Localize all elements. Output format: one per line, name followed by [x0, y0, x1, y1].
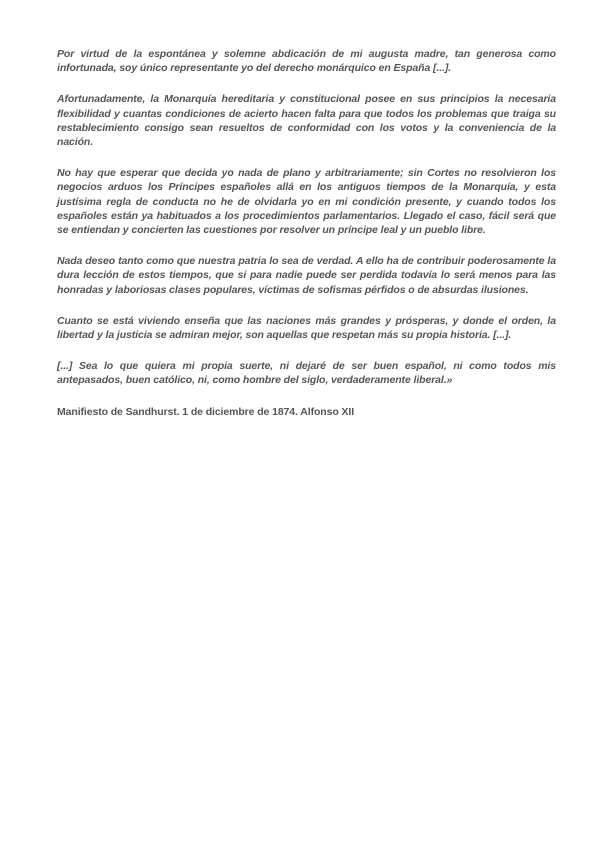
- paragraph-closing: [...] Sea lo que quiera mi propia suerte, ni dejaré de ser buen español, ni como todos mis antepasados, buen católico, ni, como hombre del siglo, verdaderamente liberal.»: [57, 360, 556, 387]
- paragraph-abdication: Por virtud de la espontánea y solemne abdicación de mi augusta madre, tan generosa como infortunada, soy único representante yo del derecho monárquico en España [...].: [57, 48, 556, 75]
- document-body: [57, 47, 556, 419]
- paragraph-patria: Nada deseo tanto como que nuestra patria lo sea de verdad. A ello ha de contribuir poderosamente la dura lección de estos tiempos, que si para nadie puede ser perdida todavía lo será menos para las honradas y laboriosas clases populares, víctimas de sofismas pérfidos o de absurdas ilusiones.: [57, 255, 556, 296]
- paragraph-history: Cuanto se está viviendo enseña que las naciones más grandes y prósperas, y donde el orden, la libertad y la justicia se admiran mejor, son aquellas que respetan más su propia historia. [...].: [57, 314, 556, 342]
- paragraph-cortes: No hay que esperar que decida yo nada de plano y arbitrariamente; sin Cortes no resolvieron los negocios arduos los Príncipes españoles allá en los antiguos tiempos de la Monarquía, y esta justísima regla de conducta no he de olvidarla yo en mi condición presente, y cuando todos los españoles están ya habituados a los procedimientos parlamentarios. Llegado el caso, fácil será que se entiendan y concierten las cuestiones por resolver un príncipe leal y un pueblo libre.: [57, 167, 556, 237]
- document-signature: Manifiesto de Sandhurst. 1 de diciembre de 1874. Alfonso XII: [57, 405, 355, 418]
- paragraph-monarchy: Afortunadamente, la Monarquía hereditaria y constitucional posee en sus principios la necesaria flexibilidad y cuantas condiciones de acierto hacen falta para que todos los problemas que traiga su restablecimiento consigo sean resueltos de conformidad con los votos y la conveniencia de la nación.: [57, 93, 556, 149]
